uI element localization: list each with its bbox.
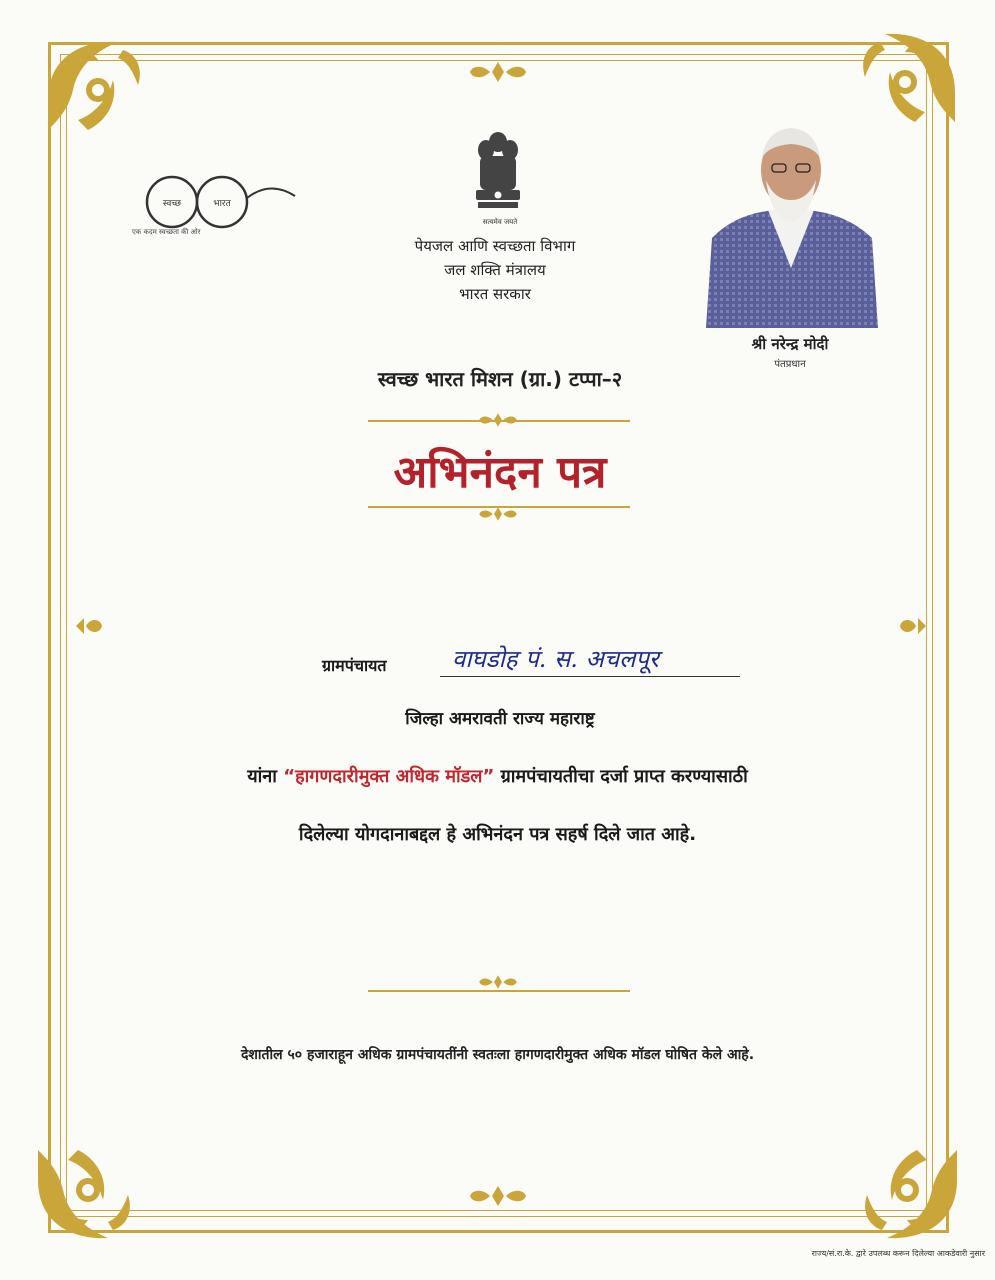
corner-ornament-icon: [847, 1130, 967, 1250]
emblem-motto: सत्यमेव जयते: [482, 218, 518, 226]
fleuron-top-icon: [468, 60, 528, 84]
award-category: “हागणदारीमुक्त अधिक मॉडल”: [283, 766, 495, 787]
gram-panchayat-handwritten-name: वाघडोह पं. स. अचलपूर: [452, 645, 659, 673]
corner-ornament-icon: [38, 30, 158, 150]
national-emblem-icon: [468, 128, 528, 218]
award-line-suffix: ग्रामपंचायतीचा दर्जा प्राप्त करण्यासाठी: [500, 766, 748, 787]
gram-panchayat-underline: [440, 676, 740, 677]
data-credit: राज्य/सं.रा.के. द्वारे उपलब्ध करून दिलेल्या आकडेवारी नुसार: [811, 1249, 985, 1258]
pm-designation: पंतप्रधान: [774, 359, 806, 370]
corner-ornament-icon: [28, 1130, 148, 1250]
fleuron-bottom-icon: [468, 1184, 528, 1208]
ministry-block: [360, 234, 630, 306]
ministry-line-2: जल शक्ति मंत्रालय: [444, 261, 546, 279]
logo-text-bharat: भारत: [213, 199, 231, 209]
award-line-2: दिलेल्या योगदानाबद्दल हे अभिनंदन पत्र सहर्ष दिले जात आहे.: [298, 824, 697, 845]
footer-fleuron-icon: [478, 972, 518, 992]
mission-heading: स्वच्छ भारत मिशन (ग्रा.) टप्पा–२: [377, 367, 623, 391]
award-line-prefix: यांना: [247, 766, 277, 787]
certificate-title: अभिनंदन पत्र: [393, 447, 607, 498]
district-state-line: जिल्हा अमरावती राज्य महाराष्ट्र: [405, 709, 595, 729]
logo-tagline: एक कदम स्वच्छता की ओर: [132, 228, 201, 236]
award-line: [80, 764, 915, 788]
gram-panchayat-label: ग्रामपंचायत: [322, 656, 387, 675]
side-ornament-left-icon: [70, 614, 104, 638]
ministry-line-3: भारत सरकार: [459, 285, 531, 303]
footnote: देशातील ५० हजाराहून अधिक ग्रामपंचायतींनी स्वतःला हागणदारीमुक्त अधिक मॉडल घोषित केले आहे.: [240, 1047, 755, 1063]
title-fleuron-bottom-icon: [478, 502, 518, 526]
pm-photo: [696, 118, 886, 328]
logo-text-swachh: स्वच्छ: [162, 199, 182, 209]
side-ornament-right-icon: [898, 614, 932, 638]
ministry-line-1: पेयजल आणि स्वच्छता विभाग: [414, 237, 576, 255]
title-fleuron-top-icon: [478, 408, 518, 432]
pm-name: श्री नरेन्द्र मोदी: [751, 335, 829, 353]
